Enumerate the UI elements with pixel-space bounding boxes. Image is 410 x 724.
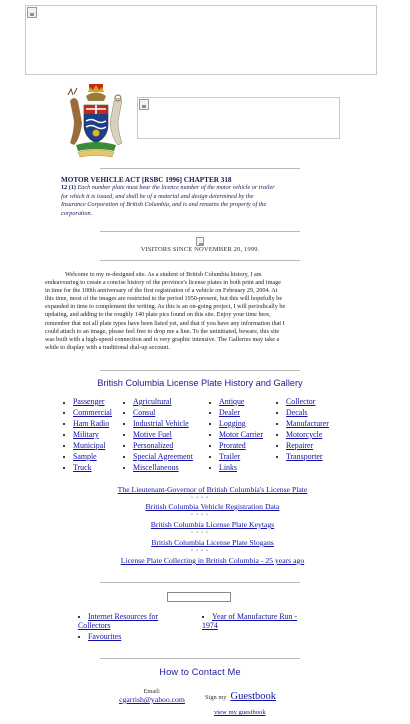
dot-separator: • • • • <box>191 531 209 536</box>
link-lieutenant-governor-plate[interactable]: The Lieutenant-Governor of British Columbia's License Plate <box>117 485 308 494</box>
welcome-line: this time, most of the images are restricted to the period 1950-present, but this will hopefully be <box>45 295 283 303</box>
divider <box>100 582 300 583</box>
small-image-box <box>167 592 231 602</box>
divider <box>100 370 300 371</box>
gallery-link-antique[interactable]: Antique <box>207 397 263 408</box>
gallery-link-ham-radio[interactable]: Ham Radio <box>61 419 112 430</box>
act-text <box>61 184 361 218</box>
bullet <box>202 616 204 618</box>
welcome-paragraph <box>45 271 365 352</box>
gallery-link-commercial[interactable]: Commercial <box>61 408 112 419</box>
gallery-link-decals[interactable]: Decals <box>274 408 329 419</box>
sign-my-label: Sign my <box>205 694 227 701</box>
gallery-link-repairer[interactable]: Repairer <box>274 441 329 452</box>
top-banner-image <box>25 5 377 75</box>
gallery-link-consul[interactable]: Consul <box>121 408 193 419</box>
gallery-link-personalized[interactable]: Personalized <box>121 441 193 452</box>
link-collecting-25-years-ago[interactable]: License Plate Collecting in British Columbia - 25 years ago <box>120 556 305 565</box>
welcome-line: remember that not all plate types have been listed yet, and that if you have any information that I <box>45 319 285 327</box>
act-text-line: Insurance Corporation of British Columbia, and is and remains the property of the <box>61 201 267 208</box>
link-license-plate-slogans[interactable]: British Columbia License Plate Slogans <box>151 538 274 547</box>
gallery-link-prorated[interactable]: Prorated <box>207 441 263 452</box>
broken-image-icon <box>139 99 149 110</box>
welcome-line: expanded in time to complement the writing. As this is an on-going project, I will periodically be <box>45 303 286 311</box>
resource-favourites[interactable]: Favourites <box>78 632 188 641</box>
shield-icon <box>84 105 108 143</box>
act-section: 12 (1) <box>61 184 76 191</box>
gallery-link-municipal[interactable]: Municipal <box>61 441 112 452</box>
gallery-link-transporter[interactable]: Transporter <box>274 452 329 463</box>
welcome-line: while to display with a traditional dial-up account. <box>45 343 170 351</box>
dot-separator: • • • • <box>191 496 209 501</box>
gallery-link-industrial-vehicle[interactable]: Industrial Vehicle <box>121 419 193 430</box>
gallery-link-trailer[interactable]: Trailer <box>207 452 263 463</box>
visitor-counter-image <box>196 237 205 246</box>
gallery-link-collector[interactable]: Collector <box>274 397 329 408</box>
act-text-line: Each number plate must bear the licence number of the motor vehicle or trailer <box>77 184 275 191</box>
gallery-heading: British Columbia License Plate History and Gallery <box>97 378 303 388</box>
email-label: Email: <box>143 688 161 695</box>
guestbook-link[interactable]: Guestbook <box>230 691 276 702</box>
gallery-link-special-agreement[interactable]: Special Agreement <box>121 452 193 463</box>
dot-separator: • • • • <box>191 549 209 554</box>
divider <box>100 658 300 659</box>
gallery-column-3 <box>207 397 263 474</box>
gallery-link-links[interactable]: Links <box>207 463 263 474</box>
divider <box>100 168 300 169</box>
gallery-link-truck[interactable]: Truck <box>61 463 112 474</box>
email-link[interactable]: cgarrish@yahoo.com <box>119 695 185 704</box>
link-license-plate-keytags[interactable]: British Columbia License Plate Keytags <box>150 520 275 529</box>
gallery-link-military[interactable]: Military <box>61 430 112 441</box>
visitor-counter-text: VISITORS SINCE NOVEMBER 20, 1999. <box>140 246 260 253</box>
email-block <box>106 688 198 704</box>
welcome-line: updating, and adding to the roughly 140 plate pics found on this site. Enjoy your time here, <box>45 311 271 319</box>
gallery-link-motor-carrier[interactable]: Motor Carrier <box>207 430 263 441</box>
gallery-link-logging[interactable]: Logging <box>207 419 263 430</box>
welcome-line: Welcome to my re-designed site. As a student of British Columbia history, I am <box>65 271 262 278</box>
gallery-link-dealer[interactable]: Dealer <box>207 408 263 419</box>
contact-heading: How to Contact Me <box>159 667 241 677</box>
bullet <box>78 616 80 618</box>
welcome-line: endeavouring to create a concise history of the province's license plates in both print and image <box>45 279 281 287</box>
gallery-link-manufacturer[interactable]: Manufacturer <box>274 419 329 430</box>
welcome-line: could attach to an image, please feel free to drop me a line. To the uninitiated, beware, this site <box>45 327 280 335</box>
crown-icon <box>88 84 104 92</box>
gallery-column-1 <box>61 397 112 474</box>
gallery-link-agricultural[interactable]: Agricultural <box>121 397 193 408</box>
dot-separator: • • • • <box>191 513 209 518</box>
view-guestbook-link[interactable]: view my guestbook <box>214 709 266 716</box>
bullet <box>78 636 80 638</box>
gallery-link-motive-fuel[interactable]: Motive Fuel <box>121 430 193 441</box>
broken-image-icon <box>196 237 204 246</box>
resource-year-of-manufacture[interactable]: Year of Manufacture Run - 1974 <box>202 612 298 630</box>
gallery-link-miscellaneous[interactable]: Miscellaneous <box>121 463 193 474</box>
ram-supporter-icon <box>110 95 122 145</box>
bc-coat-of-arms <box>62 81 130 161</box>
divider <box>100 231 300 232</box>
link-vehicle-registration-data[interactable]: British Columbia Vehicle Registration Data <box>145 502 280 511</box>
broken-image-icon <box>27 7 37 18</box>
gallery-link-motorcycle[interactable]: Motorcycle <box>274 430 329 441</box>
gallery-column-4 <box>274 397 329 463</box>
welcome-line: was built with a high-speed connection and is very graphic intensive. The Galleries may take a <box>45 335 280 343</box>
stag-supporter-icon <box>68 88 82 145</box>
gallery-column-2 <box>121 397 193 474</box>
act-text-line: for which it is issued, and shall be of a material and design determined by the <box>61 192 254 200</box>
gallery-link-passenger[interactable]: Passenger <box>61 397 112 408</box>
act-title: MOTOR VEHICLE ACT [RSBC 1996] CHAPTER 318 <box>61 176 232 184</box>
gallery-link-sample[interactable]: Sample <box>61 452 112 463</box>
divider <box>100 260 300 261</box>
act-text-line: corporation. <box>61 209 93 217</box>
resource-internet[interactable]: Internet Resources for Collectors <box>78 612 159 630</box>
title-image <box>137 97 340 139</box>
welcome-line: in time for the 100th anniversary of the first registration of a vehicle on February 29, 2004. At <box>45 287 278 295</box>
